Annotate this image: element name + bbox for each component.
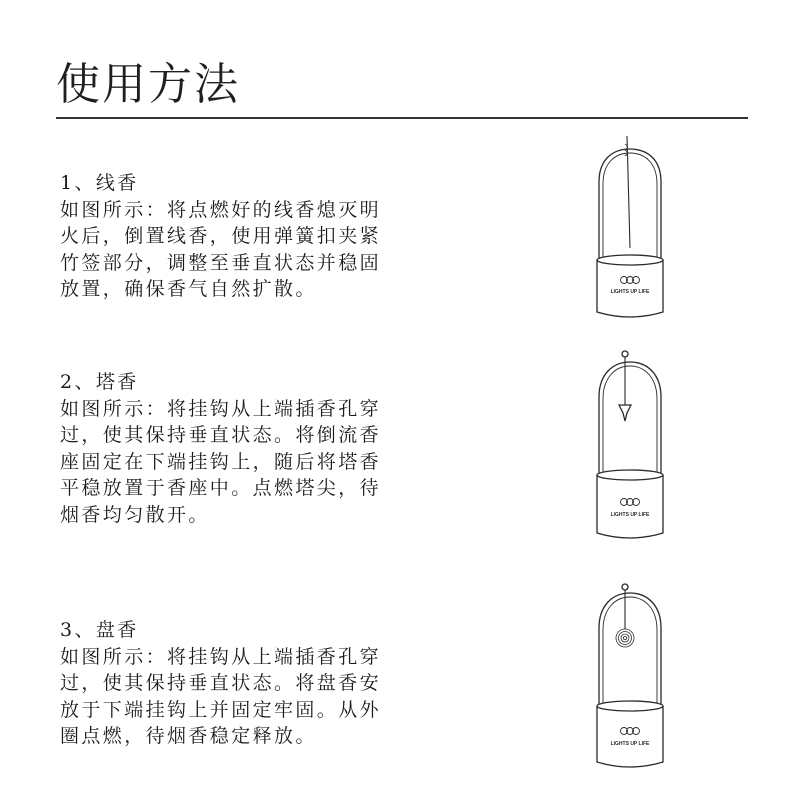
lantern-base xyxy=(597,475,663,538)
lantern-rim xyxy=(597,470,663,480)
step-text-line: 如图所示：将挂钩从上端插香孔穿 xyxy=(60,397,382,420)
lantern-rim xyxy=(597,255,663,265)
lantern-cage-wire xyxy=(599,593,661,706)
tower-incense-holder xyxy=(619,405,631,421)
brand-text: LIGHTS UP LIFE xyxy=(610,289,650,295)
title-divider xyxy=(56,117,748,119)
step-tower-incense xyxy=(60,369,450,528)
page-title: 使用方法 xyxy=(56,59,240,110)
step-text-line: 座固定在下端挂钩上，随后将塔香 xyxy=(60,450,382,473)
step-text-line: 放置，确保香气自然扩散。 xyxy=(60,278,317,300)
step-incense-stick xyxy=(60,170,450,303)
step-text-line: 烟香均匀散开。 xyxy=(60,503,210,526)
lantern-tower-incense-illustration xyxy=(575,345,685,550)
step-coil-incense xyxy=(60,617,450,750)
step-text-line: 竹签部分，调整至垂直状态并稳固 xyxy=(60,251,382,274)
lantern-rim xyxy=(597,701,663,711)
lantern-cage-wire xyxy=(603,366,657,475)
lantern-base xyxy=(597,706,663,767)
lantern-stick-incense-illustration xyxy=(575,130,685,330)
step-text-line: 火后，倒置线香，使用弹簧扣夹紧 xyxy=(60,225,382,247)
brand-text: LIGHTS UP LIFE xyxy=(610,512,650,518)
step-text-line: 过，使其保持垂直状态。将盘香安 xyxy=(60,672,382,694)
step-text-line: 平稳放置于香座中。点燃塔尖，待 xyxy=(60,477,382,499)
lantern-cage-wire xyxy=(603,597,657,706)
step-heading: 1、线香 xyxy=(60,172,139,194)
step-text-line: 放于下端挂钩上并固定牢固。从外 xyxy=(60,698,382,721)
lantern-coil-incense-illustration xyxy=(575,578,685,778)
step-heading: 3、盘香 xyxy=(60,619,139,641)
step-text-line: 过，使其保持垂直状态。将倒流香 xyxy=(60,424,382,446)
brand-text: LIGHTS UP LIFE xyxy=(610,741,650,747)
lantern-cage-wire xyxy=(599,362,661,475)
step-heading: 2、塔香 xyxy=(60,371,139,393)
step-text-line: 如图所示：将点燃好的线香熄灭明 xyxy=(60,198,382,221)
hook-ring xyxy=(622,351,628,357)
step-text-line: 圈点燃，待烟香稳定释放。 xyxy=(60,725,317,747)
hook-ring xyxy=(622,584,628,590)
step-text-line: 如图所示：将挂钩从上端插香孔穿 xyxy=(60,645,382,668)
coil-incense-icon xyxy=(616,629,634,647)
